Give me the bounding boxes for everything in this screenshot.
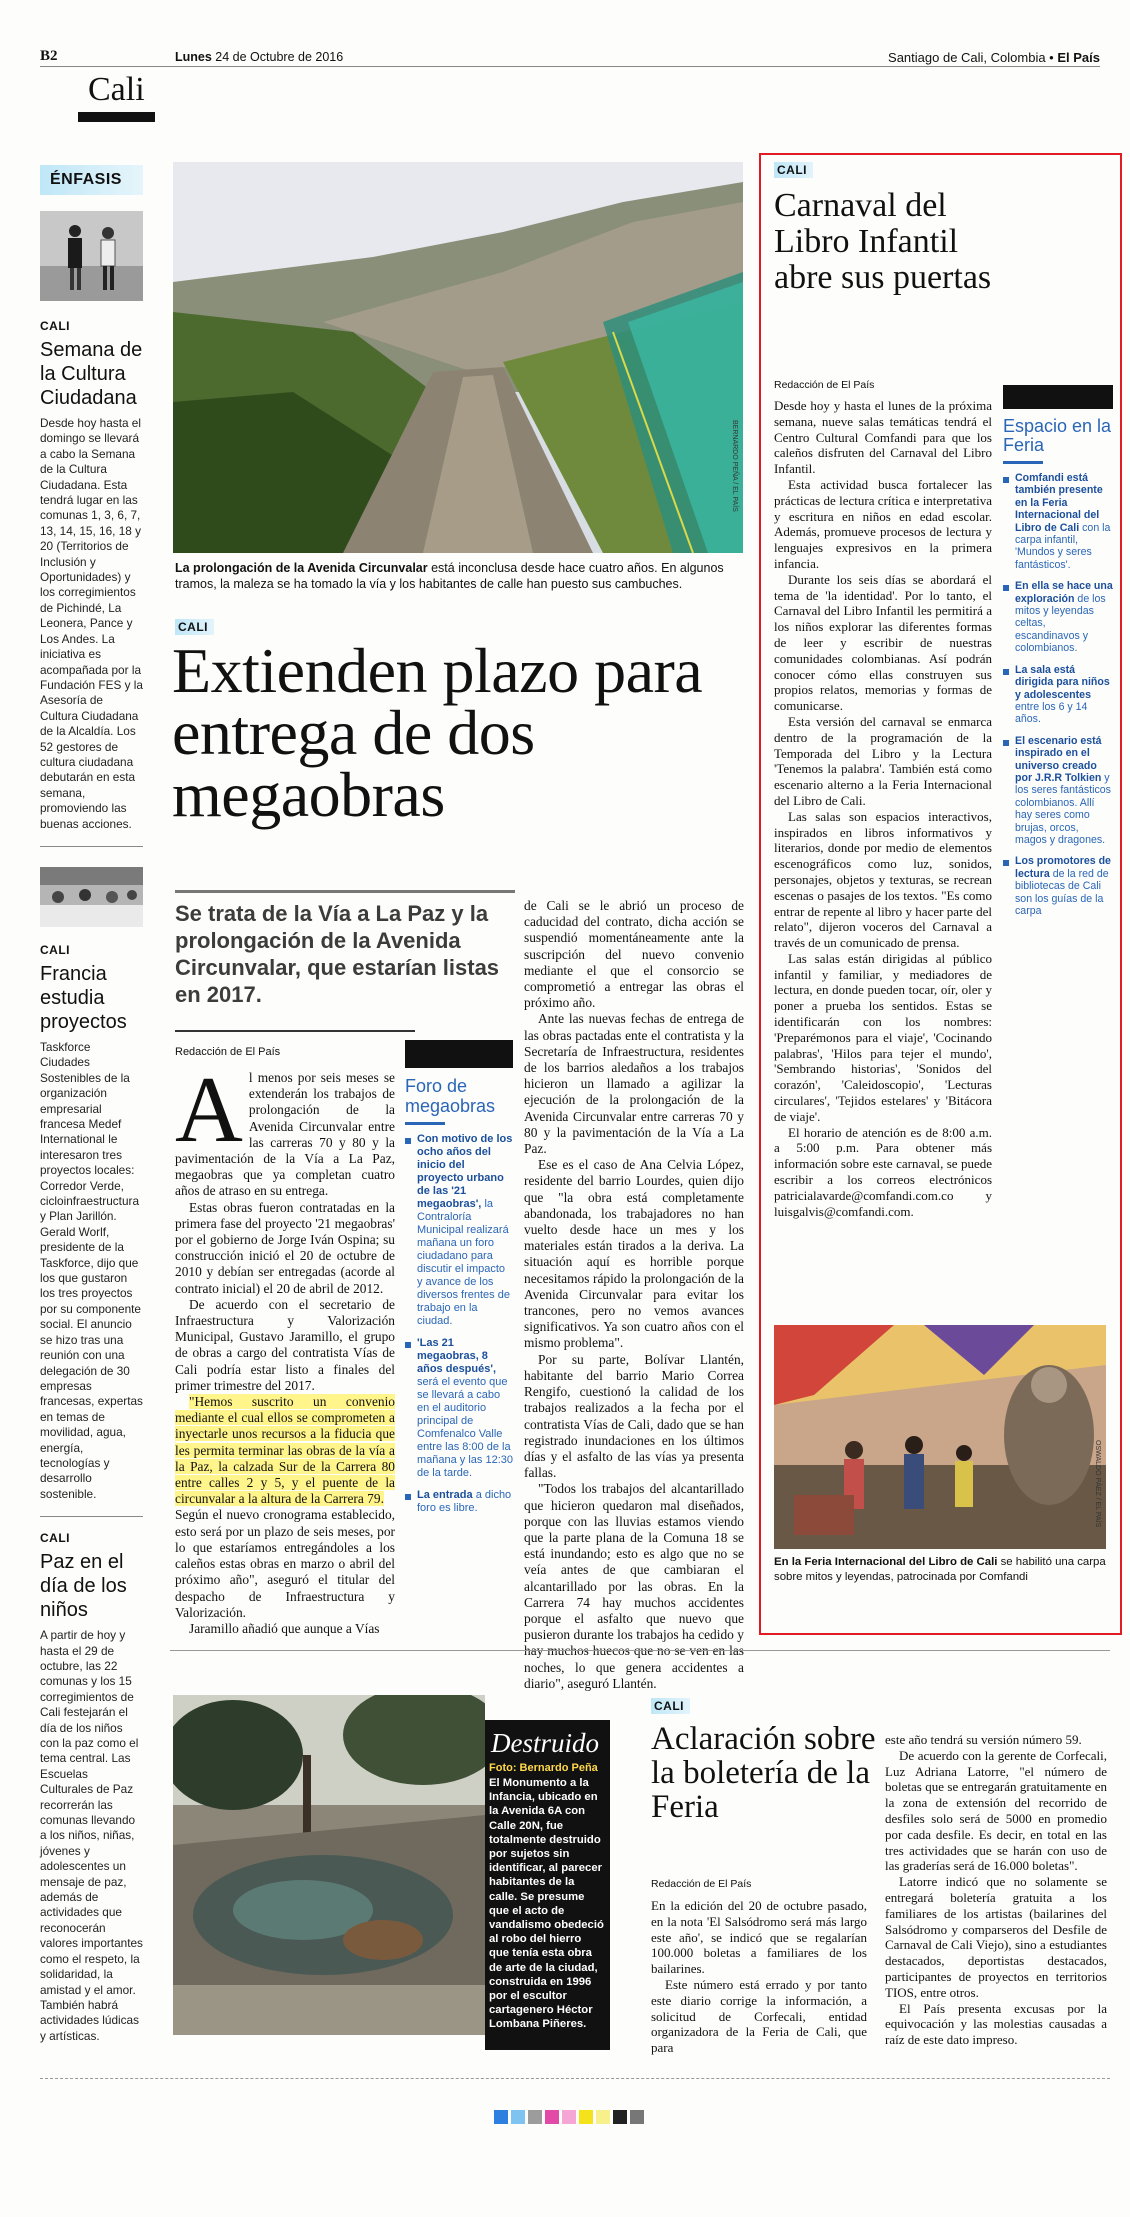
carnaval-p1: Desde hoy y hasta el lunes de la próxima semana, nueve salas temáticas tendrá el Centro Cultural Comfandi para que los caleños disfruten del Carnaval del Libro Infantil.	[774, 398, 992, 477]
header-rule	[40, 66, 1100, 67]
carnaval-caption-bold: En la Feria Internacional del Libro de Cali	[774, 1556, 998, 1568]
foro-bullet-2	[405, 1337, 513, 1480]
date-day: Lunes	[175, 50, 212, 64]
sidebar-body-2: Taskforce Ciudades Sostenibles de la organización empresarial francesa Medef International le interesaron tres proyectos locales: Corredor Verde, cicloinfraestructura y Plan Jarillón. Gerald Worlf, presidente de la Taskforce, dijo que los que gustaron los tres proyectos por su componente social. El anuncio se hizo tras una reunión con una delegación de 30 empresas francesas, expertas en temas de movilidad, agua, energía, tecnologías y desarrollo sostenible.	[40, 1039, 143, 1501]
page-header	[40, 38, 1100, 78]
road-photo	[173, 162, 743, 553]
foro-bullet-3-bold: La entrada	[417, 1489, 473, 1501]
sidebar-title-1: Semana de la Cultura Ciudadana	[40, 339, 143, 409]
col3-p1: de Cali se le abrió un proceso de caducidad del contrato, dicha acción se suspendió momentáneamente ante la suscripción del nuevo convenio mediante el que el consorcio se comprometió a entregar las obras el próximo año.	[524, 898, 744, 1011]
espacio-bullet-3-rest: entre los 6 y 14 años.	[1015, 700, 1088, 726]
espacio-title-rule	[1003, 461, 1043, 464]
carnaval-p2: Esta actividad busca fortalecer las prácticas de lectura crítica e interpretativa y escritura en niños en edad escolar. Además, promueve procesos de lectura y lenguajes expresivos en la primera infancia.	[774, 476, 992, 571]
aclaracion-p6: El País presenta excusas por la equivocación y las molestias causadas a raíz de este dato impreso.	[885, 2000, 1107, 2048]
destruido-photo	[173, 1695, 485, 2035]
top-photo-credit: BERNARDO PEÑA / EL PAÍS	[731, 420, 738, 512]
carnaval-byline: Redacción de El País	[774, 379, 875, 391]
carnaval-p7: El horario de atención es de 8:00 a.m. a 5:00 p.m. Para obtener más información sobre este carnaval, se puede escribir a los correos electrónicos patricialavarde@comfandi.com.co y luisgalvis@comfandi.com.	[774, 1124, 992, 1219]
color-swatch-cyan	[511, 2110, 525, 2124]
sidebar	[40, 165, 143, 2044]
espacio-box	[1003, 385, 1113, 926]
color-swatch-black	[613, 2110, 627, 2124]
carnaval-p4: Esta versión del carnaval se enmarca dentro de la programación de la Temporada del Libro y la Lectura 'Tenemos la palabra'. También está como escenario alterno a la Feria Internacional del Libro de Cali.	[774, 713, 992, 808]
carnaval-photo	[774, 1325, 1106, 1549]
aclaracion-p1: En la edición del 20 de octubre pasado, en la nota 'El Salsódromo será más largo este año', se indicó que se regalarían 100.000 boletas a familiares de los bailarines.	[651, 1898, 867, 1977]
destruido-credit: Foto: Bernardo Peña	[489, 1762, 598, 1774]
foro-list	[405, 1133, 513, 1515]
sidebar-divider-2	[40, 1516, 143, 1517]
main-headline: Extienden plazo para entrega de dos megaobras	[172, 635, 703, 830]
section-name: Cali	[78, 68, 155, 122]
place-text: Santiago de Cali, Colombia •	[888, 50, 1054, 65]
carnaval-photo-credit: OSWALDO PÁEZ / EL PAÍS	[1094, 1440, 1101, 1528]
sidebar-body-3: A partir de hoy y hasta el 29 de octubre, las 22 comunas y los 15 corregimientos de Cali festejarán el día de los niños con la paz como el tema central. Las Escuelas Culturales de Paz recorrerán las comunas llevando a los niños, niñas, jóvenes y adolescentes un mensaje de paz, además de actividades que reconocerán valores importantes como el respeto, la solidaridad, la amistad y el amor. También habrá actividades lúdicas y artísticas.	[40, 1628, 143, 2043]
foro-title-rule	[405, 1122, 445, 1125]
aclaracion-col-1	[651, 1898, 867, 2056]
sidebar-photo-2	[40, 867, 143, 927]
deck-rule	[175, 890, 515, 893]
carnaval-headline: Carnaval del Libro Infantil abre sus puertas	[774, 187, 992, 296]
top-caption-bold: La prolongación de la Avenida Circunvalar	[175, 561, 428, 575]
main-p2: Estas obras fueron contratadas en la primera fase del proyecto '21 megaobras' por el gobierno de Jorge Iván Ospina; su construcción inició el 20 de octubre de 2010 y debían ser entregadas (acorde al contrato inicial) el 20 de abril de 2012.	[175, 1199, 395, 1296]
espacio-bullet-5	[1003, 855, 1113, 917]
carnaval-tag: CALI	[774, 162, 813, 178]
aclaracion-p4: De acuerdo con la gerente de Corfecali, Luz Adriana Latorre, "el número de boletas que se entregarán gratuitamente en la zona de extensión del recorrido de desfiles solo será de 5000 en promedio por cada desfile. Es decir, en total en las tres actividades que se harán con uso de las graderías será de 16.000 boletas".	[885, 1747, 1107, 1874]
foro-bullet-1-rest: la Contraloría Municipal realizará mañana un foro ciudadano para discutir el impacto y avance de los diversos frentes de trabajo en la ciudad.	[417, 1198, 510, 1327]
aclaracion-byline: Redacción de El País	[651, 1878, 752, 1890]
aclaracion-col-2	[885, 1732, 1107, 2048]
main-quote	[175, 1394, 395, 1507]
foro-bullet-2-bold: 'Las 21 megaobras, 8 años después',	[417, 1337, 497, 1375]
aclaracion-tag: CALI	[651, 1698, 690, 1714]
color-swatch-blue	[494, 2110, 508, 2124]
deck-underline	[175, 1030, 415, 1032]
color-swatch-magenta	[545, 2110, 559, 2124]
col3-p2: Ante las nuevas fechas de entrega de las obras pactadas ente el contratista y la Secretaría de Infraestructura, residentes de los barrios aledaños a los trabajos hicieron un llamado a agilizar la ejecución de la prolongación de la Avenida Circunvalar entre carreras 70 y 80 y la pavimentación de la Vía a La Paz.	[524, 1011, 744, 1157]
destruido-box	[485, 1720, 610, 2050]
foro-bullet-3	[405, 1489, 513, 1515]
highlighted-quote: "Hemos suscrito un convenio mediante el cual ellos se comprometen a inyectarle unos recursos a la fiducia que les permita terminar las obras de la vía a la Paz, la calzada Sur de la Carrera 80 entre calles 2 y 5, y el puente de la circunvalar a la altura de la Carrera 79.	[175, 1394, 395, 1507]
espacio-bullet-4-rest: y los seres fantásticos colombianos. Allí hay seres como brujas, orcos, magos y dragones.	[1015, 771, 1111, 846]
meeting-photo-icon	[40, 867, 143, 927]
sidebar-photo-1	[40, 211, 143, 301]
bottom-rule	[170, 1650, 1110, 1651]
espacio-bullet-3-bold: La sala está dirigida para niños y adolescentes	[1015, 663, 1110, 701]
carnaval-caption-rest: se habilitó una carpa sobre mitos y leyendas, patrocinada por Comfandi	[774, 1556, 1106, 1583]
foro-bullet-2-rest: será el evento que se llevará a cabo en el auditorio principal de Comfenalco Valle entre las 8:00 de la mañana y las 12:30 de la tarde.	[417, 1376, 514, 1479]
espacio-bullet-2	[1003, 580, 1113, 654]
carnaval-p3: Durante los seis días se abordará el tema de 'la identidad'. Por lo tanto, el Carnaval del Libro Infantil les permitirá a los niños explorar las diferentes formas de leer y escribir de nuestras comunidades colombianas. Así podrán conocer cómo ellas construyen sus propios relatos, memorias y formas de comunicarse.	[774, 571, 992, 714]
header-place	[888, 50, 1100, 65]
espacio-bullet-5-rest: de la red de bibliotecas de Cali son los guías de la carpa	[1015, 867, 1109, 917]
enfasis-label: ÉNFASIS	[40, 165, 143, 195]
foro-bullet-1	[405, 1133, 513, 1328]
espacio-title: Espacio en la Feria	[1003, 416, 1112, 455]
main-byline: Redacción de El País	[175, 1046, 281, 1058]
aclaracion-p2: Este número está errado y por tanto este diario corrige la información, a solicitud de Corfecali, entidad organizadora de la Feria de Cali, que para	[651, 1976, 867, 2056]
main-lead: l menos por seis meses se extenderán los trabajos de prolongación de la Avenida Circunvalar entre las carreras 70 y 80 y la pavimentación de la Vía a La Paz, megaobras que ya completan cuatro años de atraso en su entrega.	[175, 1070, 395, 1199]
color-swatch-pink	[562, 2110, 576, 2124]
aclaracion-p3: este año tendrá su versión número 59.	[885, 1732, 1082, 1747]
color-bar	[494, 2110, 644, 2124]
people-photo-icon	[40, 211, 143, 301]
espacio-bullet-1-rest: con la carpa infantil, 'Mundos y seres fantásticos'.	[1015, 521, 1111, 571]
aclaracion-headline: Aclaración sobre la boletería de la Feria	[651, 1721, 876, 1825]
foro-title: Foro de megaobras	[405, 1076, 496, 1116]
col3-p4: Por su parte, Bolívar Llantén, habitante del barrio Mario Correa Rengifo, cuestionó la calidad de los trabajos realizados a la fecha por el contratista Vías de Cali, dado que se han registrado inundaciones en los últimos días y el asfalto de las vías ya presenta fallas.	[524, 1351, 744, 1481]
destruido-body: El Monumento a la Infancia, ubicado en la Avenida 6A con Calle 20N, fue totalmente destruido por sujetos sin identificar, al parecer habitantes de la calle. Se presume que el acto de vandalismo obedeció al robo del hierro que tenía esta obra de arte de la ciudad, construida en 1996 por el escultor cartagenero Héctor Lombana Piñeres.	[489, 1777, 604, 2031]
footer-rule	[40, 2078, 1110, 2079]
carnaval-p5: Las salas son espacios interactivos, inspirados en libros informativos y literarios, donde por medio de elementos escenográficos como luz, sonidos, personajes, objetos y texturas, se recrean escenas o pasajes de los textos. "Es como entrar de repente al libro y hacer parte del relato", dijeron voceros del Carnaval a través de un comunicado de prensa.	[774, 808, 992, 951]
espacio-bullet-3	[1003, 664, 1113, 726]
sidebar-body-1: Desde hoy hasta el domingo se llevará a cabo la Semana de la Cultura Ciudadana. Esta tendrá lugar en las comunas 1, 3, 6, 7, 13, 14, 15, 16, 18 y 20 (Territorios de Inclusión y Oportunidades) y los corregimientos de Pichindé, La Leonera, Pance y Los Andes. La iniciativa es acompañada por la Fundación FES y la Asesoría de Cultura Ciudadana de la Alcaldía. Los 52 gestores de cultura ciudadana debutarán en esta semana, promoviendo las buenas acciones.	[40, 416, 143, 831]
sidebar-tag-3: CALI	[40, 1531, 70, 1546]
espacio-bullet-5-bold: Los promotores de lectura	[1015, 855, 1111, 880]
espacio-bullet-4-bold: El escenario está inspirado en el universo creado por J.R.R Tolkien	[1015, 734, 1102, 784]
top-photo-caption	[175, 560, 745, 592]
main-p3: De acuerdo con el secretario de Infraestructura y Valorización Municipal, Gustavo Jaramillo, el grupo de obras a cargo del contratista Vías de Cali podría estar listo a finales del primer trimestre del 2017.	[175, 1296, 395, 1393]
destruido-title: Destruido	[491, 1728, 599, 1758]
sidebar-title-3: Paz en el día de los niños	[40, 1551, 127, 1622]
espacio-bullet-4	[1003, 735, 1113, 847]
carnaval-caption	[774, 1555, 1109, 1585]
col3-p3: Ese es el caso de Ana Celvia López, residente del barrio Lourdes, quien dijo que "la obra está completamente abandonada, los trabajadores no han vuelto desde hace un mes y los materiales están tirados a la deriva. La situación aquí es horrible porque necesitamos rápido la prolongación de la Avenida Circunvalar para evitar los trancones, pero no vemos avances significativos. Ya son cuatro años con el mismo problema".	[524, 1157, 744, 1351]
espacio-bullet-1	[1003, 472, 1113, 571]
drop-cap: A	[175, 1058, 243, 1162]
color-swatch-yellow	[579, 2110, 593, 2124]
main-column-1	[175, 1058, 395, 1637]
aclaracion-p5: Latorre indicó que no solamente se entregará boletería gratuita a los familiares de los artistas (bailarines del Salsódromo y comparseros del Desfile de Carnaval de Cali Viejo), sino a estudiantes destacados, deportistas destacados, participantes de proyectos en territorios TIOS, entre otros.	[885, 1874, 1107, 2000]
destroyed-monument-icon	[173, 1695, 485, 2035]
sidebar-tag-2: CALI	[40, 942, 70, 957]
main-story-tag: CALI	[175, 619, 214, 635]
sidebar-title-2: Francia estudia proyectos	[40, 962, 127, 1033]
main-deck: Se trata de la Vía a La Paz y la prolongación de la Avenida Circunvalar, que estarían listas en 2017.	[175, 901, 500, 1007]
carnaval-p6: Las salas están dirigidas al público infantil y familiar, y mediadores de lectura, en donde pueden tocar, oír, oler y poner a prueba los sentidos. Estas se identificarán con los nombres: 'Preparémonos para el viaje', 'Cocinando palabras', 'Hilos para tejer el mundo', 'Sembrando historias', 'Sonidos del corazón', 'Caleidoscopio', 'Lecturas circulares', 'Tejidos estelares' y 'Bitácora de viaje'.	[774, 950, 992, 1124]
color-swatch-dark-grey	[630, 2110, 644, 2124]
main-column-3	[524, 898, 744, 1692]
date-rest: 24 de Octubre de 2016	[215, 50, 344, 64]
col3-p5: "Todos los trabajos del alcantarillado que hicieron quedaron mal diseñados, porque con las lluvias estamos viendo que la parte plana de la Comuna 18 se está inundando; esto es algo que no se veía antes de que cambiaran el alcantarillado por las obras. En la Carrera 74 hay muchos accidentes porque el asfalto que nuevo que pusieron durante los trabajos ha cedido y hay muchos huecos que no se ven en las noches, lo que genera accidentes a diario", aseguró Llantén.	[524, 1481, 744, 1691]
espacio-list	[1003, 472, 1113, 917]
main-p5: Jaramillo añadió que aunque a Vías	[189, 1620, 380, 1636]
espacio-bullet-1-bold: Comfandi está también presente en la Feria Internacional del Libro de Cali	[1015, 472, 1103, 534]
espacio-bullet-2-bold: En ella se hace una exploración	[1015, 580, 1113, 605]
carnaval-body	[774, 398, 992, 1219]
top-caption-rest: está inconclusa desde hace cuatro años. En algunos tramos, la maleza se ha tomado la vía y los habitantes de calle han puesto sus cambuches.	[175, 561, 724, 591]
foro-bullet-1-bold: Con motivo de los ocho años del inicio del proyecto urbano de las '21 megaobras',	[417, 1133, 513, 1210]
sidebar-tag-1: CALI	[40, 319, 70, 333]
paper-name: El País	[1057, 50, 1100, 65]
sidebar-divider-1	[40, 846, 143, 847]
foro-box	[405, 1040, 513, 1524]
foro-bullet-3-rest: a dicho foro es libre.	[417, 1489, 512, 1514]
color-swatch-grey	[528, 2110, 542, 2124]
page-number: B2	[40, 48, 58, 64]
book-fair-tent-icon	[774, 1325, 1106, 1549]
espacio-bullet-2-rest: de los mitos y leyendas celtas, escandinavos y colombianos.	[1015, 592, 1106, 655]
road-landscape-icon	[173, 162, 743, 553]
main-p4: Según el nuevo cronograma establecido, esto será por un plazo de seis meses, por lo que estaríamos entregándoles a los caleños estas obras en marzo o abril del próximo año", aseguró el titular del despacho de Infraestructura y Valorización.	[175, 1507, 395, 1620]
color-swatch-light-yellow	[596, 2110, 610, 2124]
header-date	[175, 50, 343, 64]
